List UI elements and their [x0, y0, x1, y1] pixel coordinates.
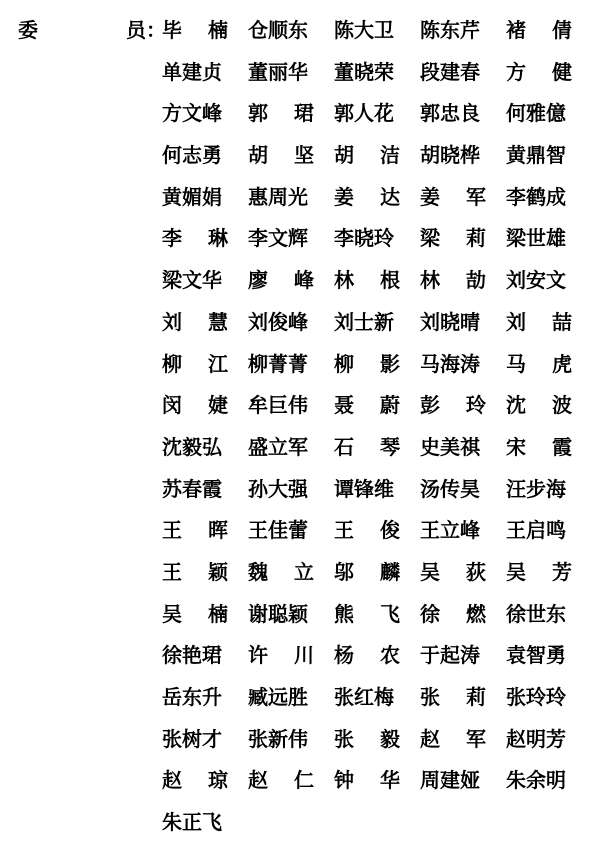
member-name-char: 颖 — [208, 559, 228, 584]
member-name-char: 根 — [380, 268, 400, 293]
member-name-char: 珺 — [294, 101, 314, 126]
member-name: 陈大卫 — [334, 18, 394, 42]
member-name-char: 石 — [334, 434, 354, 459]
member-name: 岳东升 — [162, 685, 222, 709]
member-name: 刘安文 — [506, 268, 566, 293]
member-name-char: 芳 — [552, 559, 572, 584]
member-name: 于起涛 — [420, 643, 480, 668]
member-name-char: 晖 — [208, 518, 228, 543]
member-name-char: 川 — [294, 643, 314, 668]
member-name-char: 玲 — [466, 393, 486, 418]
member-name: 李晓玲 — [334, 226, 394, 251]
member-name: 张新伟 — [248, 726, 308, 751]
member-name-char: 徐 — [420, 601, 440, 626]
member-name-char: 吴 — [506, 559, 526, 584]
member-name-char: 莉 — [466, 226, 486, 251]
member-name: 仓顺东 — [248, 18, 308, 42]
member-name-char: 霞 — [552, 434, 572, 459]
member-name — [162, 555, 228, 589]
member-name-char: 农 — [380, 643, 400, 668]
member-name — [334, 763, 400, 797]
role-label — [18, 13, 166, 47]
member-name-char: 蔚 — [380, 393, 400, 418]
member-name — [162, 221, 228, 255]
member-name — [506, 555, 572, 589]
member-name: 盛立军 — [248, 434, 308, 459]
member-name-char: 江 — [208, 351, 228, 376]
member-name-char: 军 — [466, 184, 486, 209]
member-name-char: 马 — [506, 351, 526, 376]
member-name-char: 仁 — [294, 768, 314, 793]
member-name — [334, 430, 400, 464]
member-name: 惠周光 — [248, 184, 308, 209]
member-name-char: 王 — [334, 518, 354, 543]
member-name-char: 楠 — [208, 18, 228, 42]
member-name: 袁智勇 — [506, 643, 566, 668]
member-name-char: 华 — [380, 768, 400, 793]
member-name-char: 波 — [552, 393, 572, 418]
member-name-char: 刘 — [162, 309, 182, 334]
member-name-char: 琼 — [208, 768, 228, 793]
member-name-char: 赵 — [162, 768, 182, 793]
member-name — [248, 763, 314, 797]
member-name-char: 麟 — [380, 559, 400, 584]
member-name-char: 郭 — [248, 101, 268, 126]
member-name: 刘士新 — [334, 309, 394, 334]
member-name-char: 张 — [420, 685, 440, 709]
member-name: 何雅億 — [506, 101, 566, 126]
member-name-char: 峰 — [294, 268, 314, 293]
member-name: 张红梅 — [334, 685, 394, 709]
member-name-char: 喆 — [552, 309, 572, 334]
member-name: 王佳蕾 — [248, 518, 308, 543]
member-name: 牟巨伟 — [248, 393, 308, 418]
member-name — [334, 722, 400, 756]
member-name — [334, 263, 400, 297]
member-name — [248, 555, 314, 589]
member-name-char: 吴 — [162, 601, 182, 626]
member-name-char: 熊 — [334, 601, 354, 626]
member-name-char: 聂 — [334, 393, 354, 418]
role-label-last-chars: 员： — [126, 18, 166, 42]
member-name-char: 飞 — [380, 601, 400, 626]
member-name-char: 俊 — [380, 518, 400, 543]
member-name — [420, 597, 486, 631]
member-name: 徐世东 — [506, 601, 566, 626]
member-name — [248, 263, 314, 297]
member-name-char: 许 — [248, 643, 268, 668]
member-name: 张玲玲 — [506, 685, 566, 709]
member-name-char: 邬 — [334, 559, 354, 584]
member-name-char: 钟 — [334, 768, 354, 793]
member-name: 李文辉 — [248, 226, 308, 251]
member-name — [334, 138, 400, 172]
member-name: 汪步海 — [506, 476, 566, 501]
member-name — [334, 388, 400, 422]
member-name-char: 毕 — [162, 18, 182, 42]
member-name — [506, 388, 572, 422]
member-name: 张树才 — [162, 726, 222, 751]
member-name — [162, 763, 228, 797]
member-name: 董晓荣 — [334, 59, 394, 84]
member-name — [506, 13, 572, 47]
member-name: 臧远胜 — [248, 685, 308, 709]
member-name: 史美祺 — [420, 434, 480, 459]
member-name-char: 影 — [380, 351, 400, 376]
member-name — [162, 513, 228, 547]
member-name: 朱正飞 — [162, 810, 222, 835]
member-name — [506, 430, 572, 464]
member-name-char: 彭 — [420, 393, 440, 418]
member-name-char: 婕 — [208, 393, 228, 418]
member-names-grid — [162, 13, 572, 847]
member-name-char: 方 — [506, 59, 526, 84]
member-name: 黄鼎智 — [506, 143, 566, 168]
member-name-char: 坚 — [294, 143, 314, 168]
member-name: 段建春 — [420, 59, 480, 84]
member-name-char: 赵 — [420, 726, 440, 751]
member-name-char: 琳 — [208, 226, 228, 251]
member-name: 谢聪颖 — [248, 601, 308, 626]
member-name: 王立峰 — [420, 518, 480, 543]
member-name — [420, 555, 486, 589]
member-name-char: 燃 — [466, 601, 486, 626]
member-name: 胡晓桦 — [420, 143, 480, 168]
member-name-char: 林 — [420, 268, 440, 293]
member-name: 郭人花 — [334, 101, 394, 126]
member-name — [162, 597, 228, 631]
member-name-char: 琴 — [380, 434, 400, 459]
member-name: 刘晓晴 — [420, 309, 480, 334]
member-name-char: 廖 — [248, 268, 268, 293]
member-name: 谭锋维 — [334, 476, 394, 501]
member-name — [420, 388, 486, 422]
member-name-char: 王 — [162, 559, 182, 584]
role-label-first-char: 委 — [18, 18, 38, 42]
member-name: 周建娅 — [420, 768, 480, 793]
member-name-char: 胡 — [334, 143, 354, 168]
member-name: 单建贞 — [162, 59, 222, 84]
member-name: 刘俊峰 — [248, 309, 308, 334]
member-name-char: 健 — [552, 59, 572, 84]
member-name — [162, 347, 228, 381]
member-name-char: 莉 — [466, 685, 486, 709]
member-name-char: 褚 — [506, 18, 526, 42]
member-name: 柳菁菁 — [248, 351, 308, 376]
member-name-char: 林 — [334, 268, 354, 293]
member-name — [506, 347, 572, 381]
member-name-char: 沈 — [506, 393, 526, 418]
member-name: 汤传昊 — [420, 476, 480, 501]
member-name — [420, 221, 486, 255]
member-name — [420, 180, 486, 214]
member-name — [420, 263, 486, 297]
member-name: 何志勇 — [162, 143, 222, 168]
member-name — [248, 638, 314, 672]
member-name-char: 闵 — [162, 393, 182, 418]
member-name-char: 刘 — [506, 309, 526, 334]
member-name-char: 立 — [294, 559, 314, 584]
member-name-char: 李 — [162, 226, 182, 251]
member-name-char: 军 — [466, 726, 486, 751]
member-name: 苏春霞 — [162, 476, 222, 501]
member-name — [162, 13, 228, 47]
member-name: 李鹤成 — [506, 184, 566, 209]
member-name — [334, 180, 400, 214]
member-name — [248, 96, 314, 130]
member-name: 沈毅弘 — [162, 434, 222, 459]
member-name-char: 洁 — [380, 143, 400, 168]
member-name-char: 达 — [380, 184, 400, 209]
member-name-char: 魏 — [248, 559, 268, 584]
member-name-char: 虎 — [552, 351, 572, 376]
member-name: 梁文华 — [162, 268, 222, 293]
member-name: 徐艳珺 — [162, 643, 222, 668]
member-name: 梁世雄 — [506, 226, 566, 251]
member-name: 董丽华 — [248, 59, 308, 84]
member-name-char: 吴 — [420, 559, 440, 584]
member-name-char: 毅 — [380, 726, 400, 751]
member-name — [420, 680, 486, 714]
member-name — [334, 347, 400, 381]
member-name — [162, 305, 228, 339]
member-name-char: 柳 — [334, 351, 354, 376]
member-name: 孙大强 — [248, 476, 308, 501]
member-name: 朱余明 — [506, 768, 566, 793]
member-name — [506, 55, 572, 89]
member-name — [506, 305, 572, 339]
member-name: 马海涛 — [420, 351, 480, 376]
member-name-char: 倩 — [552, 18, 572, 42]
member-name-char: 宋 — [506, 434, 526, 459]
member-name — [334, 513, 400, 547]
member-name-char: 梁 — [420, 226, 440, 251]
member-name: 郭忠良 — [420, 101, 480, 126]
member-name-char: 姜 — [420, 184, 440, 209]
member-name-char: 赵 — [248, 768, 268, 793]
member-name — [248, 138, 314, 172]
member-name-char: 劼 — [466, 268, 486, 293]
member-name: 王启鸣 — [506, 518, 566, 543]
member-name-char: 张 — [334, 726, 354, 751]
member-name — [162, 388, 228, 422]
member-name: 黄媚娟 — [162, 184, 222, 209]
member-name-char: 王 — [162, 518, 182, 543]
member-name: 陈东芹 — [420, 18, 480, 42]
member-name: 方文峰 — [162, 101, 222, 126]
member-name — [334, 638, 400, 672]
member-name — [334, 555, 400, 589]
member-name-char: 楠 — [208, 601, 228, 626]
member-name-char: 杨 — [334, 643, 354, 668]
member-name-char: 荻 — [466, 559, 486, 584]
member-name-char: 慧 — [208, 309, 228, 334]
member-name — [420, 722, 486, 756]
member-name — [334, 597, 400, 631]
member-name-char: 胡 — [248, 143, 268, 168]
member-name-char: 柳 — [162, 351, 182, 376]
member-name-char: 姜 — [334, 184, 354, 209]
member-name: 赵明芳 — [506, 726, 566, 751]
